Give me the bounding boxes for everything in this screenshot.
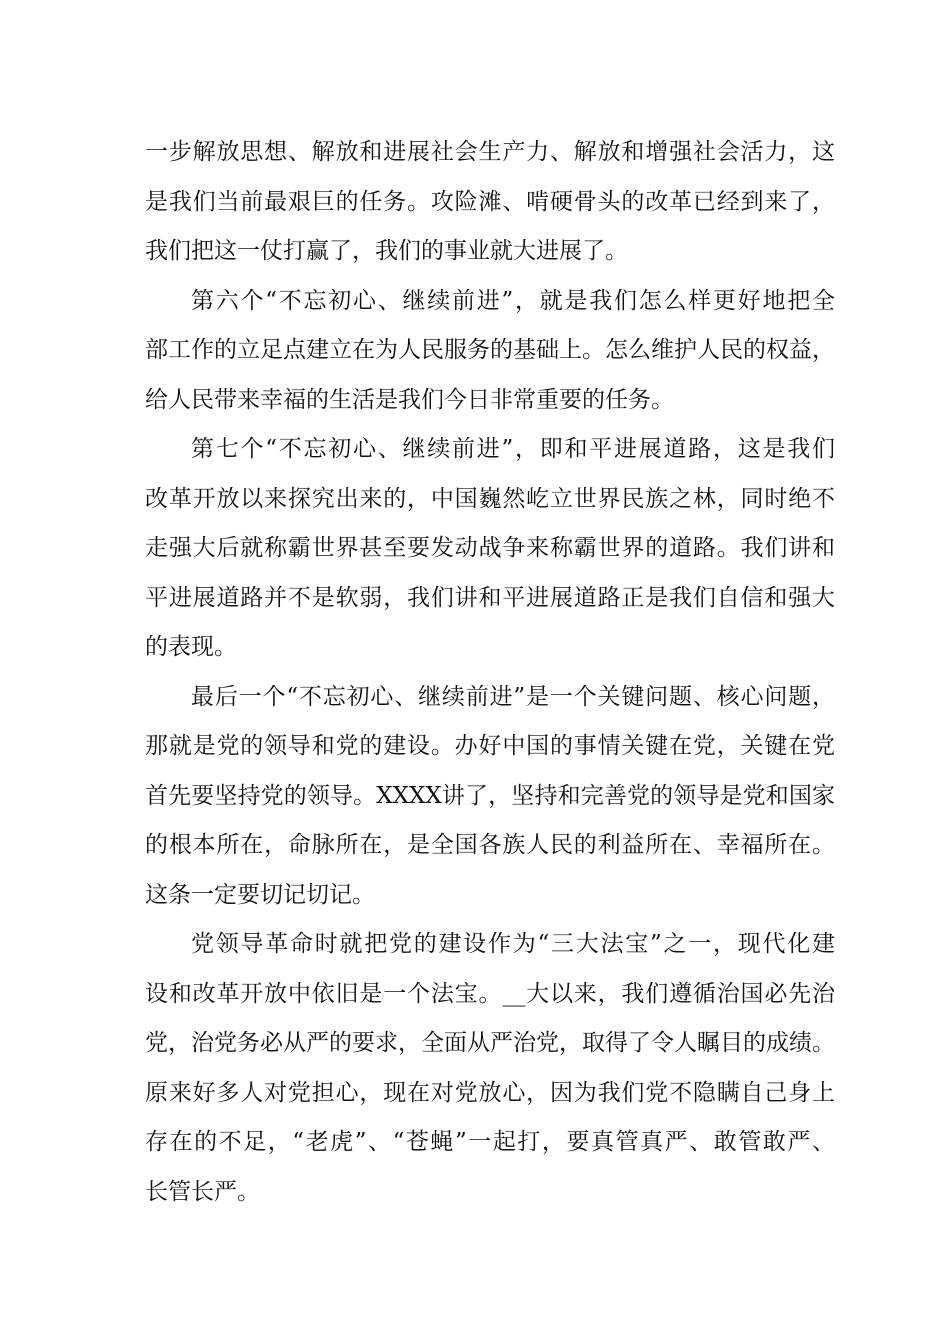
text-line: 那就是党的领导和党的建设。办好中国的事情关键在党，关键在党 bbox=[145, 733, 835, 759]
text-line: 的根本所在，命脉所在，是全国各族人民的利益所在、幸福所在。 bbox=[145, 832, 835, 858]
text-line: 是我们当前最艰巨的任务。攻险滩、啃硬骨头的改革已经到来了， bbox=[145, 188, 835, 215]
text-line: 部工作的立足点建立在为人民服务的基础上。怎么维护人民的权益， bbox=[145, 337, 835, 363]
paragraph-first-line: 第六个“不忘初心、继续前进”，就是我们怎么样更好地把全 bbox=[191, 287, 835, 314]
paragraph-first-line: 最后一个“不忘初心、继续前进”是一个关键问题、核心问题， bbox=[191, 683, 835, 710]
text-line: 首先要坚持党的领导。XXXX讲了，坚持和完善党的领导是党和国家 bbox=[145, 782, 835, 809]
paragraph-first-line: 第七个“不忘初心、继续前进”，即和平进展道路，这是我们 bbox=[191, 436, 835, 462]
text-line: 长管长严。 bbox=[145, 1178, 260, 1205]
text-line: 党，治党务必从严的要求，全面从严治党，取得了令人瞩目的成绩。 bbox=[145, 1030, 835, 1056]
text-line: 这条一定要切记切记。 bbox=[145, 881, 375, 908]
text-line: 我们把这一仗打赢了，我们的事业就大进展了。 bbox=[145, 238, 628, 264]
text-line: 一步解放思想、解放和进展社会生产力、解放和增强社会活力，这 bbox=[145, 139, 835, 165]
text-line: 平进展道路并不是软弱，我们讲和平进展道路正是我们自信和强大 bbox=[145, 584, 835, 611]
text-line: 的表现。 bbox=[145, 634, 237, 660]
text-line: 原来好多人对党担心，现在对党放心，因为我们党不隐瞒自己身上 bbox=[145, 1079, 835, 1106]
text-line: 走强大后就称霸世界甚至要发动战争来称霸世界的道路。我们讲和 bbox=[145, 535, 835, 561]
text-line: 存在的不足，“老虎”、“苍蝇”一起打，要真管真严、敢管敢严、 bbox=[145, 1129, 835, 1155]
text-line: 改革开放以来探究出来的，中国巍然屹立世界民族之林，同时绝不 bbox=[145, 485, 835, 512]
text-line: 设和改革开放中依旧是一个法宝。__大以来，我们遵循治国必先治 bbox=[145, 980, 835, 1007]
text-line: 给人民带来幸福的生活是我们今日非常重要的任务。 bbox=[145, 386, 674, 413]
paragraph-first-line: 党领导革命时就把党的建设作为“三大法宝”之一，现代化建 bbox=[191, 931, 835, 957]
document-body bbox=[145, 128, 835, 1217]
